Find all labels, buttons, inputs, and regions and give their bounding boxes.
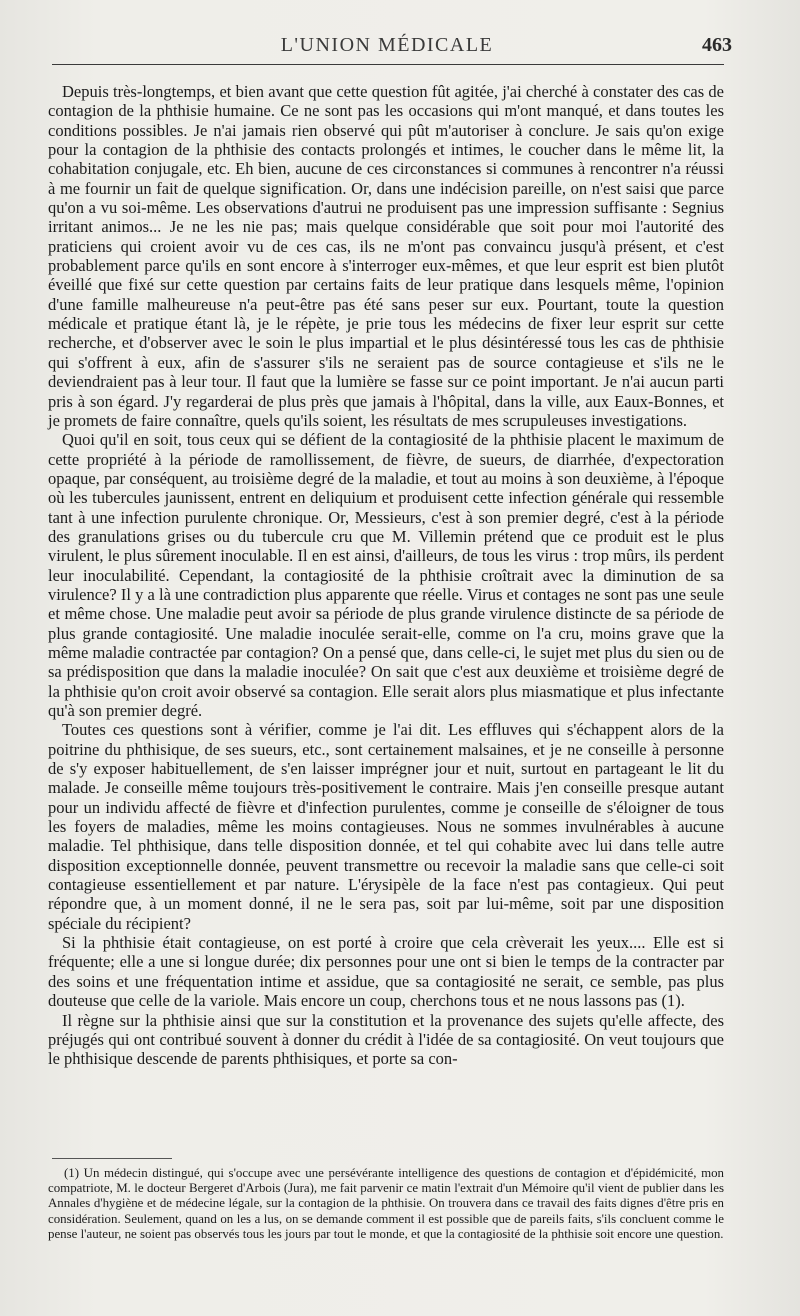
page-number: 463 xyxy=(702,34,732,56)
paragraph: Toutes ces questions sont à vérifier, comme je l'ai dit. Les effluves qui s'échappent alors de la poitrine du phthisique, de ses sueurs, etc., sont certainement malsaines, et je ne conseille à personne de s'y exposer habituellement, de s'en laisser imprégner jour et nuit, surtout en partageant le lit du malade. Je conseille même toujours très-positivement le contraire. Mais j'en conseille presque autant pour un individu affecté de fièvre et d'infection purulentes, comme je conseille de s'éloigner de tous les foyers de maladies, même les moins contagieuses. Nous ne sommes invulnérables à aucune maladie. Tel phthisique, dans telle disposition donnée, et tel qui cohabite avec lui dans telle autre disposition exceptionnelle donnée, peuvent transmettre ou recevoir la maladie sans que celle-ci soit contagieuse essentiellement et par nature. L'érysipèle de la face n'est pas contagieux. Qui peut répondre que, à un moment donné, il ne le sera pas, soit par lui-même, soit par une disposition spéciale du récipient? xyxy=(48,720,724,933)
paragraph: Quoi qu'il en soit, tous ceux qui se défient de la contagiosité de la phthisie placent le maximum de cette propriété à la période de ramollissement, de fièvre, de sueurs, de diarrhée, d'expectoration opaque, par conséquent, au troisième degré de la maladie, et tout au moins à son deuxième, à l'époque où les tubercules jaunissent, entrent en deliquium et produisent cette infection générale qui ressemble tant à une infection purulente chronique. Or, Messieurs, c'est à son premier degré, c'est à la période des granulations grises ou du tubercule cru que M. Villemin prétend que ce produit est le plus virulent, le plus sûrement inoculable. Il en est ainsi, d'ailleurs, de tous les virus : trop mûrs, ils perdent leur inoculabilité. Cependant, la contagiosité de la phthisie croîtrait avec la diminution de sa virulence? Il y a là une contradiction plus apparente que réelle. Virus et contages ne sont pas une seule et même chose. Une maladie peut avoir sa période de plus grande virulence distincte de sa période de plus grande contagiosité. Une maladie inoculée serait-elle, comme on l'a cru, moins grave que la même maladie contractée par contagion? On a pensé que, dans celle-ci, le sujet met plus du sien ou de sa prédisposition que dans la maladie inoculée? On sait que c'est aux deuxième et troisième degré de la phthisie qu'on croit avoir observé sa contagion. Elle serait alors plus miasmatique et plus infectante qu'à son premier degré. xyxy=(48,430,724,720)
header-rule xyxy=(52,64,724,65)
footnote-rule xyxy=(52,1158,172,1159)
article-body xyxy=(48,82,724,1069)
paragraph: Il règne sur la phthisie ainsi que sur la constitution et la provenance des sujets qu'elle affecte, des préjugés qui ont contribué souvent à donner du crédit à l'idée de sa contagiosité. On veut toujours que le phthisique descende de parents phthisiques, et porte sa con- xyxy=(48,1010,724,1069)
running-head: L'UNION MÉDICALE xyxy=(280,34,494,56)
paragraph: Si la phthisie était contagieuse, on est porté à croire que cela crèverait les yeux.... Elle est si fréquente; elle a une si longue durée; dix personnes pour une ont si bien le temps de la contracter par des soins et une fréquentation intime et assidue, que sa contagiosité ne serait, ce semble, pas plus douteuse que celle de la variole. Mais encore un coup, cherchons tous et ne nous lassons pas (1). xyxy=(48,933,724,1011)
page-header xyxy=(48,34,732,60)
footnote: (1) Un médecin distingué, qui s'occupe avec une persévérante intelligence des questions de contagion et d'épidémicité, mon compatriote, M. le docteur Bergeret d'Arbois (Jura), me fait parvenir ce matin l'extrait d'un Mémoire qu'il vient de publier dans les Annales d'hygiène et de médecine légale, sur la contagion de la phthisie. On trouvera dans ce travail des faits dignes d'être pris en considération. Seulement, quand on les a lus, on se demande comment il est possible que de pareils faits, s'ils concluent comme le pense l'auteur, ne soient pas observés tous les jours par tout le monde, et que la contagiosité de la phthisie soit encore une question. xyxy=(48,1166,724,1241)
paragraph: Depuis très-longtemps, et bien avant que cette question fût agitée, j'ai cherché à constater des cas de contagion de la phthisie humaine. Ce ne sont pas les occasions qui m'ont manqué, et dans toutes les conditions possibles. Je n'ai jamais rien observé qui pût m'autoriser à conclure. Je sais qu'on exige pour la contagion de la phthisie des contacts prolongés et intimes, le coucher dans le même lit, la cohabitation conjugale, etc. Eh bien, aucune de ces circonstances si communes à rencontrer n'a réussi à me fournir un fait de quelque signification. Or, dans une indécision pareille, on n'est saisi que parce qu'on a vu soi-même. Les observations d'autrui ne produisent pas une impression suffisante : Segnius irritant animos... Je ne les nie pas; mais quelque considérable que soit pour moi l'autorité des praticiens qui croient avoir vu de ces cas, ils ne m'ont pas convaincu jusqu'à présent, et c'est probablement parce qu'ils en sont encore à s'interroger eux-mêmes, et que leur esprit est bien plutôt éveillé que fixé sur cette question par certains faits de leur pratique dans lesquels même, l'opinion d'une famille malheureuse n'a peut-être pas été sans peser sur eux. Pourtant, toute la question médicale et pratique étant là, je le répète, je prie tous les médecins de fixer leur esprit sur cette recherche, et d'observer avec le soin le plus impartial et le plus désintéressé tous les cas de phthisie qui s'offrent à eux, afin de s'assurer s'ils ne seraient pas de source contagieuse et s'ils ne le deviendraient pas à leur tour. Il faut que la lumière se fasse sur ce point important. Je n'ai aucun parti pris à son égard. J'y regarderai de plus près que jamais à l'hôpital, dans la ville, aux Eaux-Bonnes, et je promets de faire connaître, quels qu'ils soient, les résultats de mes scrupuleuses investigations. xyxy=(48,82,724,430)
